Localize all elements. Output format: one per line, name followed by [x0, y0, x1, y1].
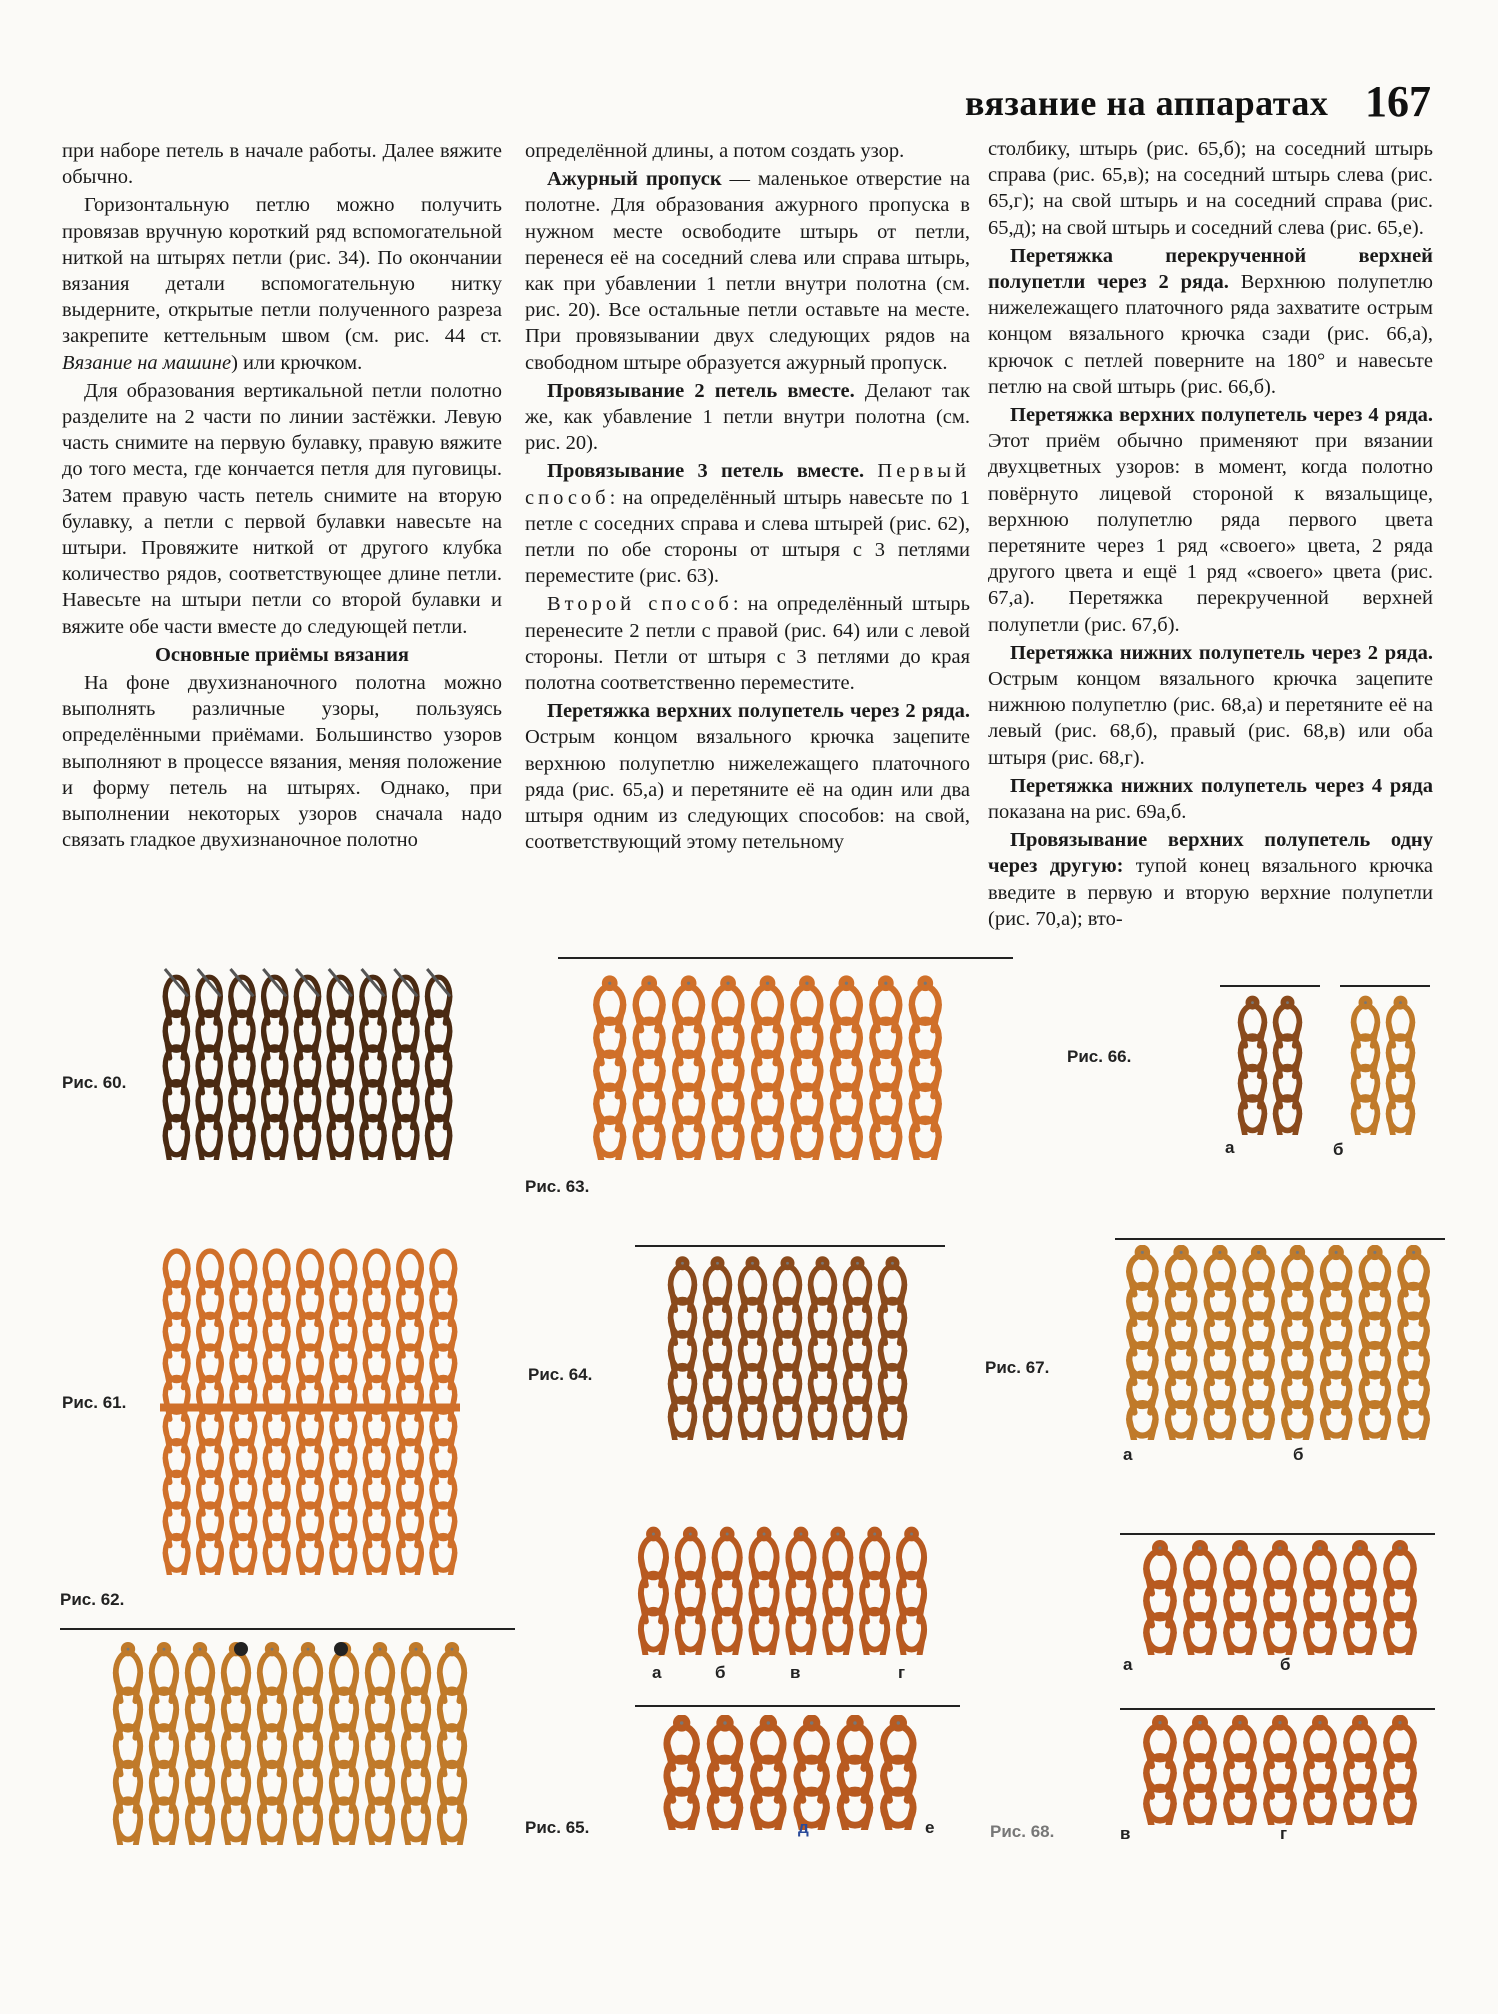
paragraph: определённой длины, а потом создать узор.: [525, 140, 905, 162]
term: Провязывание 3 петель вместе.: [547, 460, 865, 483]
figure-66-caption: Рис. 66.: [1067, 1047, 1132, 1066]
figure-65-stitch-variants-top: [635, 1525, 930, 1655]
sublabel: е: [925, 1818, 935, 1837]
sublabel: а: [652, 1663, 662, 1682]
sublabel: г: [898, 1663, 906, 1682]
term: Перетяжка перекрученной верхней полупетли через 2 ряда.: [988, 244, 1433, 294]
paragraph: [988, 640, 1433, 771]
figure-60-knit-fabric: [160, 965, 455, 1160]
sublabel: а: [1225, 1138, 1235, 1157]
term: Ажурный пропуск: [547, 168, 722, 191]
text-run: Острым концом вязального крючка зацепите нижнюю полупетлю (рис. 68,а) и перетяните её на левый (рис. 68,б), правый (рис. 68,в) или оба штыря (рис. 68,г).: [988, 668, 1433, 769]
figure-64-knit-fabric: [665, 1255, 910, 1440]
stitch-drawing: [665, 1255, 910, 1440]
paragraph: при наборе петель в начале работы. Далее вяжите обычно.: [62, 140, 502, 189]
stitch-drawing: [1235, 995, 1305, 1135]
page-number: 167: [1365, 77, 1431, 126]
needle-bed-rule: [635, 1245, 945, 1247]
text-run: Горизонтальную петлю можно получить провязав вручную короткий ряд вспомогательной ниткой на штырях петли (рис. 34). По окончании вязания детали вспомогательную нитку выдерните, открытые петли полученного разреза закрепите кеттельным швом (см. рис. 44 ст.: [62, 194, 502, 348]
term: Перетяжка верхних полупетель через 4 ряда.: [1010, 404, 1433, 427]
needle-bed-rule: [635, 1705, 960, 1707]
needle-bed-rule: [1220, 985, 1320, 987]
text-run: Делают так же, как убавление 1 петли внутри полотна (см. рис. 20).: [525, 379, 970, 455]
figure-65-stitch-variants-bottom: [660, 1715, 920, 1830]
paragraph: столбику, штырь (рис. 65,б); на соседний штырь справа (рис. 65,в); на соседний штырь слева (рис. 65,г); на свой штырь и на соседний справа (рис. 65,д); на свой штырь и соседний слева (рис. 65,е).: [988, 138, 1433, 239]
term: Провязывание верхних полупетель одну через другую:: [988, 829, 1433, 878]
figure-61-caption: Рис. 61.: [62, 1393, 127, 1412]
paragraph: [525, 458, 970, 589]
text-run: : на определённый штырь перенесите 2 петли с правой (рис. 64) или с левой стороны. Петли от штыря с 3 петлями до края полотна соответственно переместите.: [525, 593, 970, 695]
needle-bed-rule: [60, 1628, 515, 1630]
paragraph: [988, 243, 1433, 400]
section-heading: Основные приёмы вязания: [154, 643, 410, 666]
text-run: Верхнюю полупетлю нижележащего платочного ряда захватите острым концом вязального крючка сзади (рис. 66,а), крючок с петлей поверните на 180° и навесьте петлю на свой штырь (рис. 66,б).: [988, 271, 1433, 398]
term: Перетяжка верхних полупетель через 2 ряда.: [547, 700, 970, 723]
figure-67-caption: Рис. 67.: [985, 1358, 1050, 1377]
stitch-drawing: [1123, 1245, 1433, 1440]
figure-61-knit-fabric: [160, 1240, 460, 1575]
spaced-term: Второй способ: [547, 593, 733, 616]
figure-68-caption: Рис. 68.: [990, 1822, 1055, 1841]
paragraph: [525, 591, 970, 696]
needle-bed-rule: [1115, 1238, 1445, 1240]
text-column-3: [988, 136, 1433, 934]
sublabel: б: [1333, 1140, 1344, 1159]
needle-bed-rule: [558, 957, 1013, 959]
sublabel: б: [715, 1663, 726, 1682]
stitch-drawing: [1140, 1540, 1420, 1655]
figure-68-stitch-vg: [1140, 1715, 1420, 1825]
text-run: показана на рис. 69а,б.: [988, 801, 1187, 824]
paragraph: [988, 827, 1433, 932]
sublabel: б: [1280, 1655, 1291, 1674]
stitch-drawing: [660, 1715, 920, 1830]
paragraph: [988, 402, 1433, 638]
needle-bed-rule: [1120, 1533, 1435, 1535]
needle-bed-rule: [1340, 985, 1430, 987]
running-header: вязание на аппаратах: [965, 83, 1329, 123]
stitch-drawing: [635, 1525, 930, 1655]
figure-62-caption: Рис. 62.: [60, 1590, 125, 1609]
term: Перетяжка нижних полупетель через 4 ряда: [1010, 774, 1433, 797]
text-run: тупой конец вязального крючка введите в первую и вторую верхние полупетли (рис. 70,а); вто-: [988, 855, 1433, 930]
stitch-drawing: [590, 975, 945, 1160]
text-run: Этот приём обычно применяют при вязании двухцветных узоров: в момент, когда полотно повёрнуто лицевой стороной к вязальщице, верхнюю полупетлю ряда первого цвета перетяните через 1 ряд «своего» цвета, 2 ряда другого цвета и ещё 1 ряд «своего» цвета (рис. 67,а). Перетяжка перекрученной верхней полупетли (рис. 67,б).: [988, 430, 1433, 636]
paragraph: Для образования вертикальной петли полотно разделите на 2 части по линии застёжки. Левую часть снимите на первую булавку, правую вяжите до того места, где кончается петля для пуговицы. Затем правую часть петель снимите на вторую булавку, а петли с первой булавки навесьте на штыри. Провяжите ниткой от другого клубка количество рядов, соответствующее длине петли. Навесьте на штыри петли со второй булавки и вяжите обе части вместе до следующей петли.: [62, 379, 502, 638]
stitch-drawing: [160, 1240, 460, 1575]
stitch-drawing: [110, 1640, 470, 1845]
sublabel: д: [798, 1818, 809, 1837]
italic-reference: Вязание на машине: [62, 351, 232, 374]
sublabel: в: [1120, 1824, 1131, 1843]
sublabel: в: [790, 1663, 801, 1682]
needle-bed-rule: [1120, 1708, 1435, 1710]
figure-65-caption: Рис. 65.: [525, 1818, 590, 1837]
text-run: — маленькое отверстие на полотне. Для образования ажурного пропуска в нужном месте освободите штырь от петли, перенеся её на соседний слева или справа штырь, как при убавлении 1 петли внутри полотна (см. рис. 20). Все остальные петли оставьте на месте. При провязывании двух следующих рядов на свободном штыре образуется ажурный пропуск.: [525, 168, 970, 374]
paragraph: [525, 698, 970, 855]
figure-63-caption: Рис. 63.: [525, 1177, 590, 1196]
figure-66-stitch-b: [1348, 995, 1418, 1135]
sublabel: б: [1293, 1445, 1304, 1464]
empty-needle-marker: [334, 1642, 348, 1656]
stitch-drawing: [1140, 1715, 1420, 1825]
text-run: Острым концом вязального крючка зацепите верхнюю полупетлю нижележащего платочного ряда (рис. 65,а) и перетяните её на один или два штыря одним из следующих способов: на свой, соответствующий этому петельному: [525, 726, 970, 854]
text-run: : на определённый штырь навесьте по 1 петле с соседних справа и слева штырей (рис. 62), петли по обе стороны от штыря с 3 петлями переместите (рис. 63).: [525, 486, 970, 588]
paragraph: [525, 166, 970, 376]
sublabel: а: [1123, 1655, 1133, 1674]
term: Перетяжка нижних полупетель через 2 ряда.: [1010, 641, 1433, 664]
figure-60-caption: Рис. 60.: [62, 1073, 127, 1092]
stitch-drawing: [1348, 995, 1418, 1135]
sublabel: а: [1123, 1445, 1133, 1464]
text-column-1: [62, 138, 502, 855]
sublabel: г: [1280, 1824, 1288, 1843]
spaced-term: Первый способ: [525, 460, 970, 509]
term: Провязывание 2 петель вместе.: [547, 379, 855, 402]
paragraph: [525, 378, 970, 457]
figure-64-caption: Рис. 64.: [528, 1365, 593, 1384]
figure-66-stitch-a: [1235, 995, 1305, 1135]
figure-68-stitch-ab: [1140, 1540, 1420, 1655]
stitch-drawing: [160, 965, 455, 1160]
text-run: ) или крючком.: [231, 351, 363, 374]
figure-63-knit-fabric: [590, 975, 945, 1160]
paragraph: [62, 192, 502, 375]
figure-62-knit-fabric: [110, 1640, 470, 1845]
text-column-2: [525, 138, 970, 857]
empty-needle-marker: [234, 1642, 248, 1656]
paragraph: На фоне двухизнаночного полотна можно выполнять различные узоры, пользуясь определёнными приёмами. Большинство узоров выполняют в процессе вязания, меняя положение и форму петель на штырях. Однако, при выполнении некоторых узоров сначала надо связать гладкое двухизнаночное полотно: [62, 672, 502, 852]
paragraph: [988, 773, 1433, 825]
figure-67-knit-fabric: [1123, 1245, 1433, 1440]
